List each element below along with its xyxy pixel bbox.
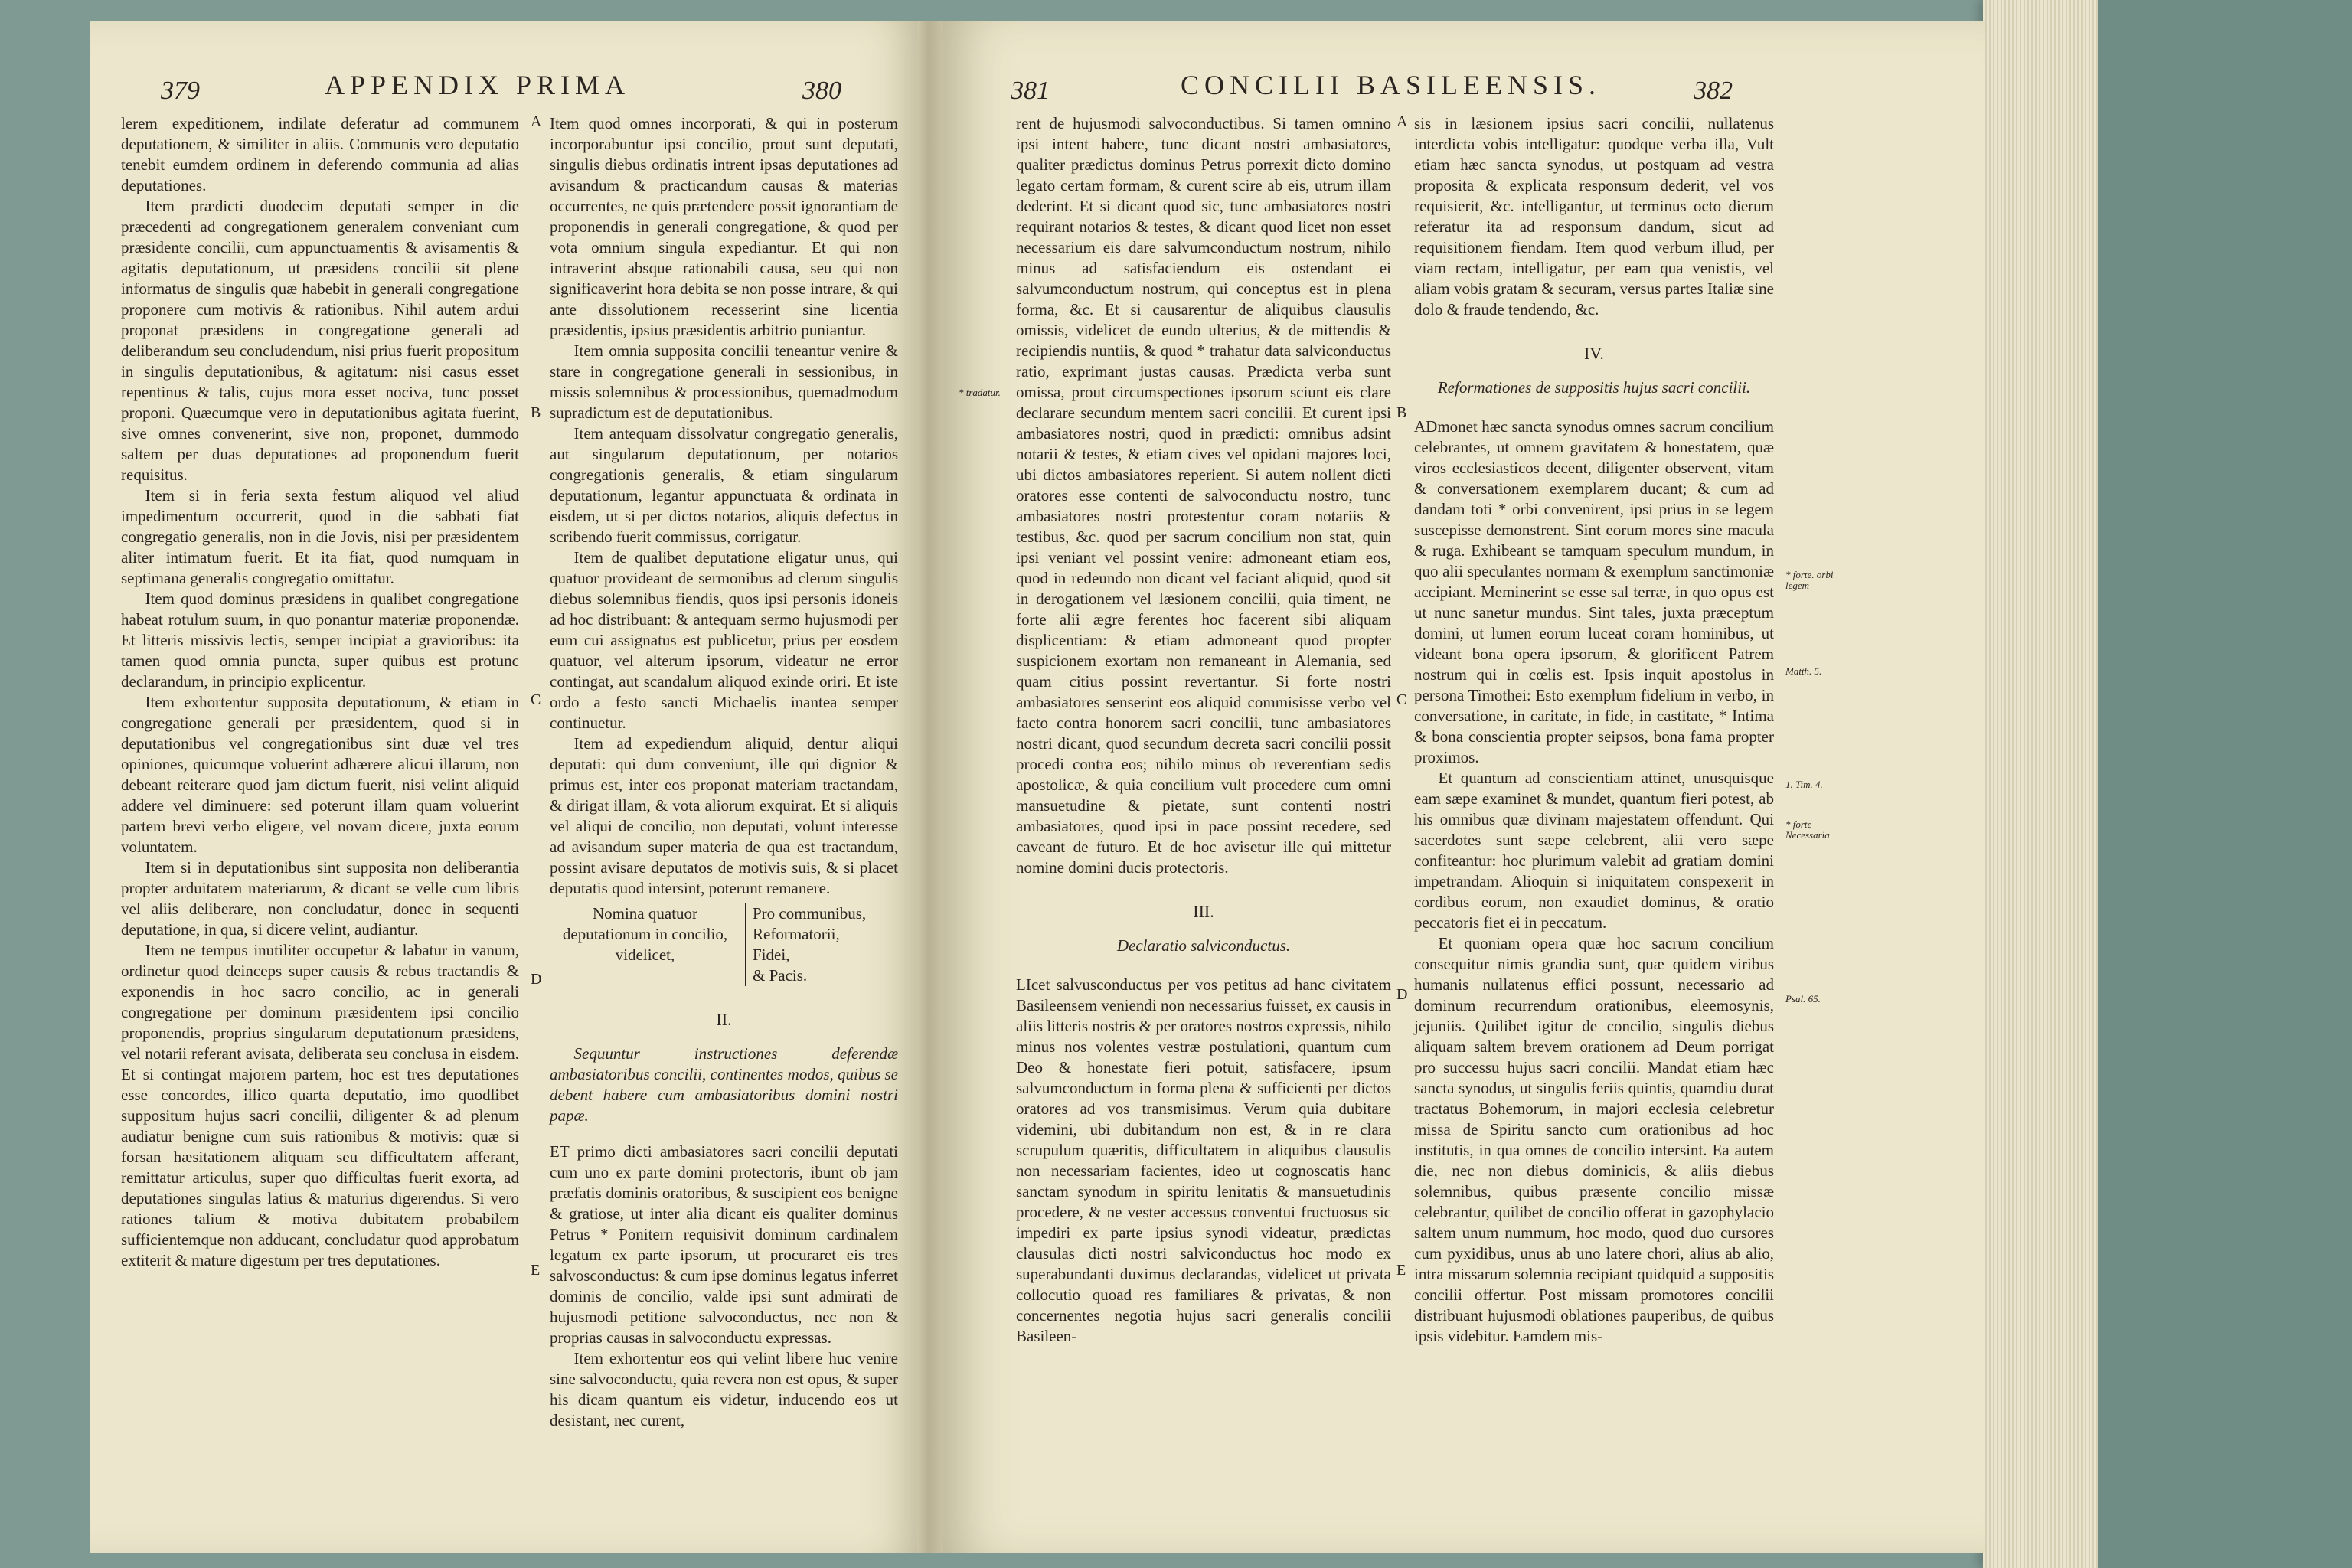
paragraph: Item antequam dissolvatur congregatio generalis, aut singularum deputationum, per notarios congregationis generalis, & etiam singularum deputationum, legantur appunctuata & ordinata in eisdem, ut si per dictos notarios, aliquis defectus in scribendo fuerit commissus, corrigatur. xyxy=(550,424,898,546)
page-number-379: 379 xyxy=(161,77,200,105)
brace-caption: Nomina quatuor deputationum in concilio, videlicet, xyxy=(562,904,728,964)
left-column-1 xyxy=(121,113,519,1271)
paragraph: Et quantum ad conscientiam attinet, unusquisque eam sæpe examinet & mundet, quantum fieri potest, ab his omnibus quæ divinam majestatem offendunt. Qui sacerdotes sunt sæpe celebrent, alii vero sæpe confiteantur: hoc plurimum valebit ad gratiam domini impetrandam. Alioquin si iniquitatem conspexerit in cordibus eorum, non exaudiet dominus, & oratio peccatoris fiet ei in peccatum. xyxy=(1414,769,1774,932)
brace-items xyxy=(745,903,898,986)
section-iv-title: Reformationes de suppositis hujus sacri concilii. xyxy=(1437,378,1751,397)
paragraph: Item ne tempus inutiliter occupetur & labatur in vanum, ordinetur quod deinceps super causis & rebus tractandis & exponendis in hoc sacro concilio, ac in generali congregatione per dominum præsidentem ipsi concilio proponendis, proprius singularum deputationum præsidens, vel notarii referant avisata, deliberata seu conclusa in eisdem. Et si contingat majorem partem, hoc est tres deputationes esse concordes, illico quarta deputatio, imo quodlibet suppositum hujus sacri concilii, diligenter & ad plenum audiatur benigne cum suis rationibus & motivis: quæ si forsan hæsitationem aliquam seu difficultatem afferant, remittatur articulus, super quo difficultas fuerit exorta, ad deputationes singulas latius & maturius digerendus. Si vero rationes talium & motiva dubitatem probabilem sufficientemque non adducant, concludatur quod approbatum extiterit & mature digestum per tres deputationes. xyxy=(121,941,519,1269)
paragraph: ADmonet hæc sancta synodus omnes sacrum concilium celebrantes, ut omnem gravitatem & honestatem, quæ viros ecclesiasticos decent, diligenter observent, vitam & conversationem exemplarem ducant; & cum ad dandam toti * orbi convenirent, ipsi prius in se legem suscepisse demonstrent. Sint eorum mores sine macula & ruga. Exhibeant se tamquam speculum mundum, in quo alii speculantes normam & exemplum sanctimoniæ accipiant. Meminerint se esse sal terræ, in quo opus est ut nunc sanetur mundus. Sint tales, juxta præceptum domini, ut lumen eorum luceat coram hominibus, ut videant bona opera ipsorum, & glorificent Patrem nostrum qui in cœlis est. Ipsis inquit apostolus in persona Timothei: Esto exemplum fidelium in verbo, in conversatione, in caritate, in fide, in castitate, * Intima & bona conscientia propter seipsos, bona fama propter proximos. xyxy=(1414,417,1774,766)
paragraph: Item prædicti duodecim deputati semper in die præcedenti ad congregationem generalem conveniant cum præsidente concilii, cum appunctuamentis & avisamentis & agitatis deputationum, ut præsidens concilii sit plene informatus de singulis quæ habebit in generali congregatione proponere cum motivis & rationibus. Nihil autem ardui proponat præsidens in congregatione generali ad deliberandum seu concludendum, nisi prius fuerit propositum in singulis deputationibus, & agitatum: nisi casus esset repentinus & talis, cujus mora esset nociva, tunc posset proponi. Quæcumque vero in deputationibus agitata fuerint, sive omnes convenerint, sive non, proponet, dummodo saltem per duas deputationes ad proponendum fuerit requisitus. xyxy=(121,197,519,484)
margin-letter-c: C xyxy=(531,691,541,708)
left-column-2 xyxy=(550,113,898,1431)
margin-letter-a: A xyxy=(531,113,542,130)
paragraph: Et quoniam opera quæ hoc sacrum concilium consequitur nimis grandia sunt, quæ quidem viribus humanis nullatenus effici possunt, necessario ad dominum recurrendum orationibus, eleemosynis, jejuniis. Quilibet igitur de concilio, singulis diebus aliquam saltem brevem orationem ad Deum porrigat pro successu hujus sacri concilii. Mandat etiam hæc sancta synodus, ut singulis feriis quintis, quamdiu durat tractatus Bohemorum, in majori ecclesia celebretur missa de Spiritu sancto cum orationibus ad hoc institutis, in qua omnes de concilio intersint. Ea autem die, nec non diebus dominicis, & aliis diebus solemnibus, quibus præsente concilio missæ celebrantur, quilibet de concilio offerat in gazophylacio saltem unum nummum, hoc modo, quod duo cursores cum pyxidibus, unus ab uno latere chori, alius ab alio, intra missarum solemnia recipiant quidquid a suppositis concilii offertur. Post missam promotores concilii distribuant hujusmodi oblationes pauperibus, de quibus ipsis videbitur. Eamdem mis- xyxy=(1414,934,1774,1345)
paragraph: Item exhortentur supposita deputationum, & etiam in congregatione generali per præsidentem, quod si in deputationibus vel congregationibus sint duæ vel tres opiniones, quicumque voluerint adhærere alicui illarum, non debeant reiterare quod jam dictum fuerit, nisi velint aliquid addere vel diminuere: sed poterunt illam quam voluerint partem brevi verbo eligere, vel novam dicere, juxta eorum voluntatem. xyxy=(121,693,519,856)
section-ii-intro: Sequuntur instructiones deferendæ ambasiatoribus concilii, continentes modos, quibus se debent habere cum ambasiatoribus domini nostri papæ. xyxy=(550,1044,898,1125)
paragraph: Item ad expediendum aliquid, dentur aliqui deputati: qui dum conveniunt, ille qui dignior & primus est, inter eos proponat materiam tractandam, & dirigat illam, & vota aliorum exquirat. Et si aliquis vel aliqui de concilio, non deputati, volunt interesse ad avisandum super materia de qua est tractandum, possint avisare deputatos de motivis suis, & si placet deputatis quod intersint, poterunt remanere. xyxy=(550,734,898,897)
margin-note-forte-orbi: * forte. orbi legem xyxy=(1785,569,1834,591)
margin-letter-e: E xyxy=(531,1262,541,1279)
paragraph: ET primo dicti ambasiatores sacri concilii deputati cum uno ex parte domini protectoris, ibunt ob jam præfatis dominis oratoribus, & suscipient eos benigne & gratiose, ut inter alia dicant eis qualiter dominus Petrus * Ponitern requisivit dominum cardinalem legatum ex parte ipsorum, ut procuraret eis tres salvosconductus: & cum ipse dominus legatus inferret dominis de concilio, valde ipsi sunt admirati de hujusmodi petitione salvoconductus, nec non & proprias causas in salvoconductu expressas. xyxy=(550,1142,898,1347)
brace-item: Reformatorii, xyxy=(753,925,840,943)
margin-letter-d: D xyxy=(531,971,542,988)
margin-note-matth: Matth. 5. xyxy=(1785,665,1822,677)
page-number-382: 382 xyxy=(1694,77,1733,105)
page-number-380: 380 xyxy=(802,77,841,105)
margin-letter-a-right: A xyxy=(1396,113,1408,130)
margin-letter-b: B xyxy=(531,404,541,421)
paragraph: Item quod omnes incorporati, & qui in posterum incorporabuntur ipsi concilio, prout sunt deputati, singulis diebus ordinatis intrent ipsas deputationes ad avisandum & practicandum causas & materias occurrentes, ne quis prætendere possit ignorantiam de proponendis in generali congregatione, & quod per vota omnium singula expediantur. Et qui non intraverint absque rationabili causa, seu qui non significaverint hora debita se non posse intrare, & qui ante dissolutionem recesserint sine licentia præsidentis, ipsius præsidentis arbitrio puniantur. xyxy=(550,114,898,339)
paragraph: Item quod dominus præsidens in qualibet congregatione habeat rotulum suum, in quo ponantur materiæ proponendæ. Et litteris missivis lectis, semper incipiat a gravioribus: ita tamen quod omnia puncta, super quibus est protunc declarandum, in principio explicentur. xyxy=(121,590,519,691)
margin-note-forte-necessaria: * forte Necessaria xyxy=(1785,818,1830,841)
section-heading-iv: IV. xyxy=(1584,344,1604,363)
section-iii-title: Declaratio salviconductus. xyxy=(1116,936,1291,955)
margin-note-tradatur: * tradatur. xyxy=(959,387,1001,398)
paragraph: Item de qualibet deputatione eligatur unus, qui quatuor provideant de sermonibus ad clerum singulis diebus solemnibus fiendis, quos ipsi personis idoneis ad hoc distribuant: & antequam sermo hujusmodi per eum cui assignatus est publicetur, prius per eosdem quatuor, vel alterum ipsorum, videatur ne error contingat, aut scandalum aliquod exinde oriri. Et iste ordo a festo sancti Michaelis inantea semper continuetur. xyxy=(550,548,898,732)
right-column-2 xyxy=(1414,113,1774,1347)
page-header-concilii: CONCILII BASILEENSIS. xyxy=(1181,70,1601,100)
brace-item: Pro communibus, xyxy=(753,904,867,923)
margin-letter-e-right: E xyxy=(1396,1262,1406,1279)
margin-letter-d-right: D xyxy=(1396,986,1408,1003)
brace-item: Fidei, xyxy=(753,946,790,964)
book-board xyxy=(2098,0,2352,1568)
paragraph: Item si in feria sexta festum aliquod vel aliud impedimentum occurrerit, quod in die sabbati fiat congregatio generalis, non in die Jovis, nisi per præsidentem aliter intimatum fuerit. Et ita fiat, quod numquam in septimana generalis congregatio omittatur. xyxy=(121,486,519,587)
section-heading-iii: III. xyxy=(1193,902,1214,921)
page-edges xyxy=(1983,0,2098,1568)
margin-note-tim: 1. Tim. 4. xyxy=(1785,779,1823,790)
paragraph: Item exhortentur eos qui velint libere huc venire sine salvoconductu, quia revera non est opus, & super his dicam quantum eis videtur, inducendo eos ut desistant, nec curent, xyxy=(550,1349,898,1429)
paragraph: LIcet salvusconductus per vos petitus ad hanc civitatem Basileensem veniendi non necessarius fuisset, ex causis in aliis litteris nostris & per oratores nostros expressis, nihilo minus nos volentes vestræ postulationi, quantum cum Deo & honestate fieri potuit, satisfacere, ipsum salvumconductum in forma plena & sufficienti per dictos oratores ad vos transmisimus. Verum quia dubitare videmini, ubi dubitandum non est, & in re clara scrupulum quæritis, difficultatem in aliquibus clausulis non necessariam facientes, ideo ut cognoscatis hanc sanctam synodum in spiritu lenitatis & mansuetudinis procedere, & ne vester accessus conventui fructuosus sic impediri ex parte ipsius synodi videatur, prædictas clausulas dicti nostri salviconductus hoc modo ex superabundanti duximus declarandas, videlicet ut privata collocutio quoad res familiares & privatas, & non concernentes negotia hujus sacri generalis concilii Basileen- xyxy=(1016,975,1391,1345)
left-page xyxy=(90,21,917,1553)
right-column-1 xyxy=(1016,113,1391,1347)
paragraph: sis in læsionem ipsius sacri concilii, nullatenus interdicta vobis intelligatur: quodque verba illa, Vult etiam hæc sancta synodus, ut postquam ad vestra proposita & explicata responsum dederit, vel vos requisierit, &c. intelligantur, ut terminus octo dierum referatur ita ad responsum dandum, sicut ad requisitionem fiendam. Item quod verbum illud, per viam rectam, intelligatur, per eam qua venistis, vel aliam vobis gratam & securam, versus partes Italiæ sine dolo & fraude tendendo, &c. xyxy=(1414,114,1774,318)
page-header-appendix: APPENDIX PRIMA xyxy=(325,70,631,100)
margin-note-psal: Psal. 65. xyxy=(1785,993,1821,1004)
paragraph: Item omnia supposita concilii teneantur venire & stare in congregatione generali in sessionibus, in missis solemnibus & processionibus, quemadmodum supradictum est de deputationibus. xyxy=(550,341,898,422)
paragraph: rent de hujusmodi salvoconductibus. Si tamen omnino ipsi intent habere, tunc dicant nostri ambasiatores, qualiter prædictus dominus Petrus porrexit dicto domino legato certam formam, & curent scire ab eis, utrum illam dederint. Et si dicant quod sic, tunc ambasiatores nostri requirant notarios & testes, & dicant quod licet non esset necessarium eis dare salvumconductum nostrum, nihilo minus ad satisfaciendum eis ostendant ei salvumconductum nostrum, qui conceptus est in plena forma, &c. Et si causarentur de aliquibus clausulis omissis, videlicet de eundo ulterius, & de mittendis & recipiendis nuntiis, & quod * trahatur data salviconductus ratio, exprimant justas causas. Prædicta verba sunt omissa, prout circumspectiones ipsorum sciunt eis clare declarare secundum mentem sacri concilii. Et curent ipsi ambasiatores nostri, quod in prædicti: omnibus adsint notarii & testes, & etiam cives vel opidani majores loci, ubi dictos ambasiatores reperient. Si autem nollent dicti oratores esse contenti de salvoconductu nostro, tunc ambasiatores nostri protestentur coram notariis & testibus, &c. quod per sacrum concilium non stat, quin ipsi veniant vel possint venire: admoneant etiam eos, quod in redeundo non dicant vel faciant aliquid, quod sit in derogationem vel læsionem concilii, quia timent, ne forte alii ægre ferentes hoc facerent sibi aliquam displicentiam: & etiam admoneant quod propter suspicionem exortam non remaneant in Alemania, sed quam citius possint revertantur. Si forte nostri ambasiatores senserint eos aliquid commisisse verbo vel facto contra honorem sacri concilii, tunc ambasiatores nostri dicant, quod secundum decreta sacri concilii possit procedi contra eos; nihilo minus ob reverentiam sedis apostolicæ, & quia concilium vult procedere cum omni mansuetudine & pietate, sunt contenti nostri ambasiatores, quod ipsi in pace possint recedere, sed caveant de futuro. Et de hoc avisetur ille qui mittetur nomine domini ducis protectoris. xyxy=(1016,114,1391,877)
page-number-381: 381 xyxy=(1011,77,1050,105)
margin-letter-c-right: C xyxy=(1396,691,1407,708)
margin-letter-b-right: B xyxy=(1396,404,1407,421)
deputations-brace-list xyxy=(550,903,898,986)
section-heading-ii: II. xyxy=(716,1010,732,1029)
right-page xyxy=(943,21,1984,1553)
paragraph: Item si in deputationibus sint supposita non deliberantia propter arduitatem materiarum, & dicant se velle cum libris vel aliis deliberare, non concludatur, donec in sequenti deputatione, in qua, si dicere velint, audiantur. xyxy=(121,858,519,939)
paragraph: lerem expeditionem, indilate deferatur ad communem deputationem, & similiter in aliis. Communis vero deputatio tenebit eumdem ordinem in deferendo communia ad alias deputationes. xyxy=(121,114,519,194)
brace-item: & Pacis. xyxy=(753,966,808,985)
